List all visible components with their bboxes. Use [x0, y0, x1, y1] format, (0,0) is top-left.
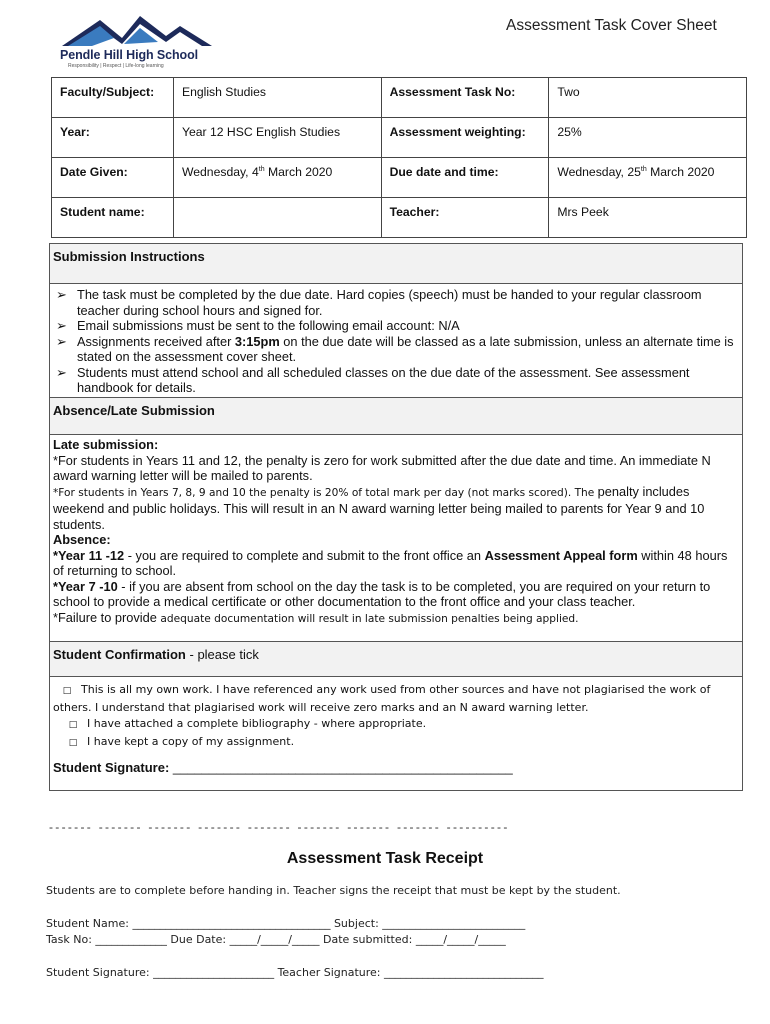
receipt-name-subject-row[interactable]: Student Name: ____________________________________ Subject: __________________________ [46, 917, 526, 930]
late-submission-title: Late submission: [53, 437, 159, 452]
task-no-value[interactable]: Two [549, 78, 747, 118]
cut-line-divider: ------- ------- ------- ------- ------- ------- ------- ------- ---------- [49, 820, 510, 834]
table-row [52, 118, 747, 158]
faculty-label: Faculty/Subject: [52, 78, 174, 118]
due-date-label: Due date and time: [381, 158, 549, 198]
teacher-label: Teacher: [381, 198, 549, 238]
late-policy-senior: *For students in Years 11 and 12, the penalty is zero for work submitted after the due date and time. An immediate N award warning letter will be mailed to parents. [53, 452, 711, 483]
list-item: ➢ The task must be completed by the due date. Hard copies (speech) must be handed to your regular classroom teacher during school hours and signed for. [56, 287, 702, 318]
faculty-value[interactable]: English Studies [173, 78, 381, 118]
list-item: ➢ Students must attend school and all scheduled classes on the due date of the assessment. See assessment handbook for details. [56, 364, 690, 395]
arrow-bullet-icon: ➢ [56, 318, 67, 333]
list-item: □ I have attached a complete bibliography - where appropriate. [53, 716, 738, 734]
signature-field[interactable]: _______________________________________________ [172, 760, 513, 775]
student-name-label: Student name: [52, 198, 174, 238]
weighting-label: Assessment weighting: [381, 118, 549, 158]
arrow-bullet-icon: ➢ [56, 287, 67, 302]
failure-note: *Failure to provide adequate documentation will result in late submission penalties being applied. [53, 609, 579, 625]
list-item: ➢ Assignments received after 3:15pm on the due date will be classed as a late submission, unless an alternate time is stated on the assessment cover sheet. [56, 333, 734, 364]
school-logo [58, 12, 218, 72]
year-label: Year: [52, 118, 174, 158]
arrow-bullet-icon: ➢ [56, 333, 67, 349]
checkbox-icon[interactable]: □ [68, 720, 78, 730]
teacher-value[interactable]: Mrs Peek [549, 198, 747, 238]
date-given-value[interactable]: Wednesday, 4th March 2020 [173, 158, 381, 198]
task-no-label: Assessment Task No: [381, 78, 549, 118]
table-row [52, 158, 747, 198]
student-signature: Student Signature: _______________________________________________ [53, 760, 513, 775]
receipt-signatures-row[interactable]: Student Signature: ______________________ Teacher Signature: _____________________________ [46, 966, 544, 979]
absence-title: Absence: [53, 532, 111, 547]
instructions-box [49, 243, 743, 791]
year-value[interactable]: Year 12 HSC English Studies [173, 118, 381, 158]
absence-senior: *Year 11 -12 - you are required to complete and submit to the front office an Assessment Appeal form within 48 hours of returning to school. [53, 547, 728, 578]
due-date-value[interactable]: Wednesday, 25th March 2020 [549, 158, 747, 198]
student-name-field[interactable] [173, 198, 381, 238]
absence-policy [53, 437, 738, 627]
list-item: □ This is all my own work. I have referenced any work used from other sources and have not plagiarised the work of others. I understand that plagiarised work will receive zero marks and an N award warning letter. [53, 683, 711, 714]
mountain-logo-icon [62, 12, 212, 48]
list-item: ➢ Email submissions must be sent to the following email account: N/A [56, 318, 460, 333]
checkbox-icon[interactable]: □ [68, 737, 78, 748]
confirmation-heading: Student Confirmation - please tick [50, 641, 742, 677]
absence-heading: Absence/Late Submission [50, 397, 742, 435]
late-policy-junior: *For students in Years 7, 8, 9 and 10 the penalty is 20% of total mark per day (not marks scored). The penalty includes weekend and public holidays. This will result in an N award warning letter being mailed to parents for Year 9 and 10 students. [53, 483, 705, 532]
receipt-instructions: Students are to complete before handing in. Teacher signs the receipt that must be kept by the student. [46, 884, 621, 897]
table-row [52, 198, 747, 238]
receipt-task-dates-row[interactable]: Task No: _____________ Due Date: _____/_____/_____ Date submitted: _____/_____/_____ [46, 933, 506, 946]
list-item: □ I have kept a copy of my assignment. [53, 734, 738, 752]
arrow-bullet-icon: ➢ [56, 364, 67, 380]
confirmation-checklist [53, 682, 738, 751]
task-info-table [51, 77, 747, 238]
absence-junior: *Year 7 -10 - if you are absent from school on the day the task is to be completed, you are required on your return to school to provide a medical certificate or other documentation to the front office and your class teacher. [53, 578, 711, 609]
table-row [52, 78, 747, 118]
page-title: Assessment Task Cover Sheet [506, 17, 717, 34]
receipt-title: Assessment Task Receipt [286, 850, 484, 867]
checkbox-icon[interactable]: □ [62, 686, 72, 696]
submission-instructions [53, 287, 738, 396]
school-motto: Responsibility | Respect | Life-long learning [68, 63, 164, 69]
submission-heading: Submission Instructions [50, 244, 742, 284]
weighting-value[interactable]: 25% [549, 118, 747, 158]
date-given-label: Date Given: [52, 158, 174, 198]
school-name: Pendle Hill High School [60, 48, 198, 62]
